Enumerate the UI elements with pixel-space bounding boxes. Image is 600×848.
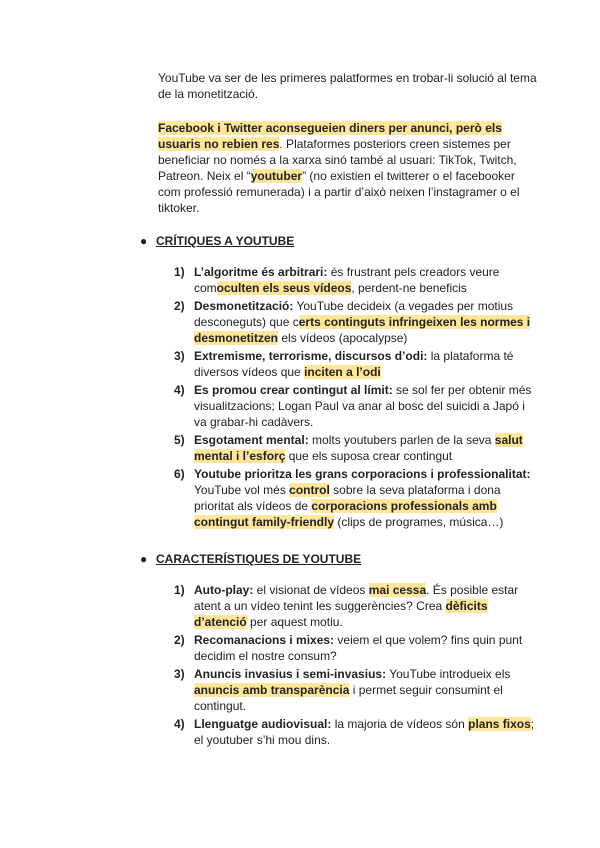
highlighted-text: dèficits d’atenció <box>194 599 488 629</box>
item-number: 3) <box>174 667 185 681</box>
item-text: i permet seguir consumint el contingut. <box>194 683 503 713</box>
item-text: , perdent-ne beneficis <box>351 281 467 295</box>
intro-paragraph-1 <box>158 70 538 102</box>
item-title: Desmonetització: <box>194 299 294 313</box>
highlighted-text: oculten els seus vídeos <box>216 281 352 295</box>
item-text: la plataforma té diversos vídeos que <box>194 349 514 379</box>
highlighted-text: mai cessa <box>368 583 427 597</box>
intro-paragraph-2 <box>158 120 538 216</box>
item-text: . És posible estar atent a un vídeo tenint les suggerències? Crea <box>194 583 519 613</box>
item-text: sobre la seva plataforma i dona prioritat als vídeos de <box>194 483 501 513</box>
item-text: molts youtubers parlen de la seva <box>308 433 495 447</box>
section-heading-caracteristiques <box>140 551 361 567</box>
intro-text: YouTube va ser de les primeres palatformes en trobar-li solució al tema de la monetització. <box>158 71 537 101</box>
item-text: se sol fer per obtenir més visualitzacions; Logan Paul va anar al bosc del suicidi a Japó i va grabar-hi cadàvers. <box>194 383 532 429</box>
item-title: Youtube prioritza les grans corporacions i professionalitat: <box>194 467 531 481</box>
list-item <box>174 582 536 630</box>
highlighted-text: youtuber <box>250 169 303 183</box>
item-text: la majoria de vídeos són <box>331 717 469 731</box>
item-title: Recomanacions i mixes: <box>194 633 335 647</box>
item-title: L’algoritme és arbitrari: <box>194 265 328 279</box>
list-item <box>174 348 536 380</box>
highlighted-text: anuncis amb transparència <box>194 683 350 697</box>
item-title: Llenguatge audiovisual: <box>194 717 332 731</box>
list-item <box>174 632 536 664</box>
list-item <box>174 666 536 714</box>
item-text: que els suposa crear contingut <box>285 449 453 463</box>
item-number: 5) <box>174 433 185 447</box>
list-item <box>174 432 536 464</box>
item-text: els vídeos (apocalypse) <box>278 331 408 345</box>
item-text: (clips de programes, música…) <box>334 515 504 529</box>
list-item <box>174 382 536 430</box>
item-title: Esgotament mental: <box>194 433 309 447</box>
item-number: 1) <box>174 583 185 597</box>
bullet-icon: ● <box>140 552 148 566</box>
item-number: 4) <box>174 717 185 731</box>
highlighted-text: salut mental i l’esforç <box>194 433 523 463</box>
item-text: YouTube vol més <box>194 483 290 497</box>
item-number: 2) <box>174 633 185 647</box>
paragraph-text: ” (no existien el twitterer o el facebooker com professió remunerada) i a partir d’això neixen l’instagramer o el tiktoker. <box>158 169 520 215</box>
item-number: 4) <box>174 383 185 397</box>
item-text: YouTube introdueix els <box>386 667 511 681</box>
item-title: Extremisme, terrorisme, discursos d’odi: <box>194 349 428 363</box>
list-item <box>174 298 536 346</box>
caracteristiques-list <box>174 582 536 750</box>
item-text: és frustrant pels creadors veure com <box>194 265 500 295</box>
item-text: per aquest motiu. <box>246 615 343 629</box>
highlighted-text: plans fixos <box>468 717 531 731</box>
critiques-list <box>174 264 536 532</box>
section-title: CRÍTIQUES A YOUTUBE <box>156 234 295 248</box>
item-number: 6) <box>174 467 185 481</box>
item-text: ; el youtuber s’hi mou dins. <box>194 717 535 747</box>
item-title: Es promou crear contingut al límit: <box>194 383 393 397</box>
item-title: Anuncis invasius i semi-invasius: <box>194 667 387 681</box>
section-heading-critiques <box>140 233 294 249</box>
highlighted-text: Facebook i Twitter aconsegueien diners per anunci, però els usuaris no rebien res <box>158 121 502 151</box>
item-number: 2) <box>174 299 185 313</box>
item-title: Auto-play: <box>194 583 254 597</box>
item-text: YouTube decideix (a vegades per motius desconeguts) que c <box>194 299 514 329</box>
item-number: 1) <box>174 265 185 279</box>
bullet-icon: ● <box>140 234 148 248</box>
highlighted-text: control <box>289 483 330 497</box>
paragraph-text: . Plataformes posteriors creen sistemes per beneficiar no només a la xarxa sinó també al usuari: TikTok, Twitch, Patreon. Neix el “ <box>158 137 517 183</box>
list-item <box>174 716 536 748</box>
list-item <box>174 264 536 296</box>
highlighted-text: corporacions professionals amb contingut family-friendly <box>194 499 497 529</box>
item-text: el visionat de vídeos <box>253 583 369 597</box>
item-text: veiem el que volem? fins quin punt decidim el nostre consum? <box>194 633 523 663</box>
list-item <box>174 466 536 530</box>
item-number: 3) <box>174 349 185 363</box>
highlighted-text: inciten a l’odi <box>304 365 381 379</box>
section-title: CARACTERÍSTIQUES DE YOUTUBE <box>156 552 362 566</box>
highlighted-text: erts continguts infringeixen les normes i desmonetitzen <box>194 315 531 345</box>
